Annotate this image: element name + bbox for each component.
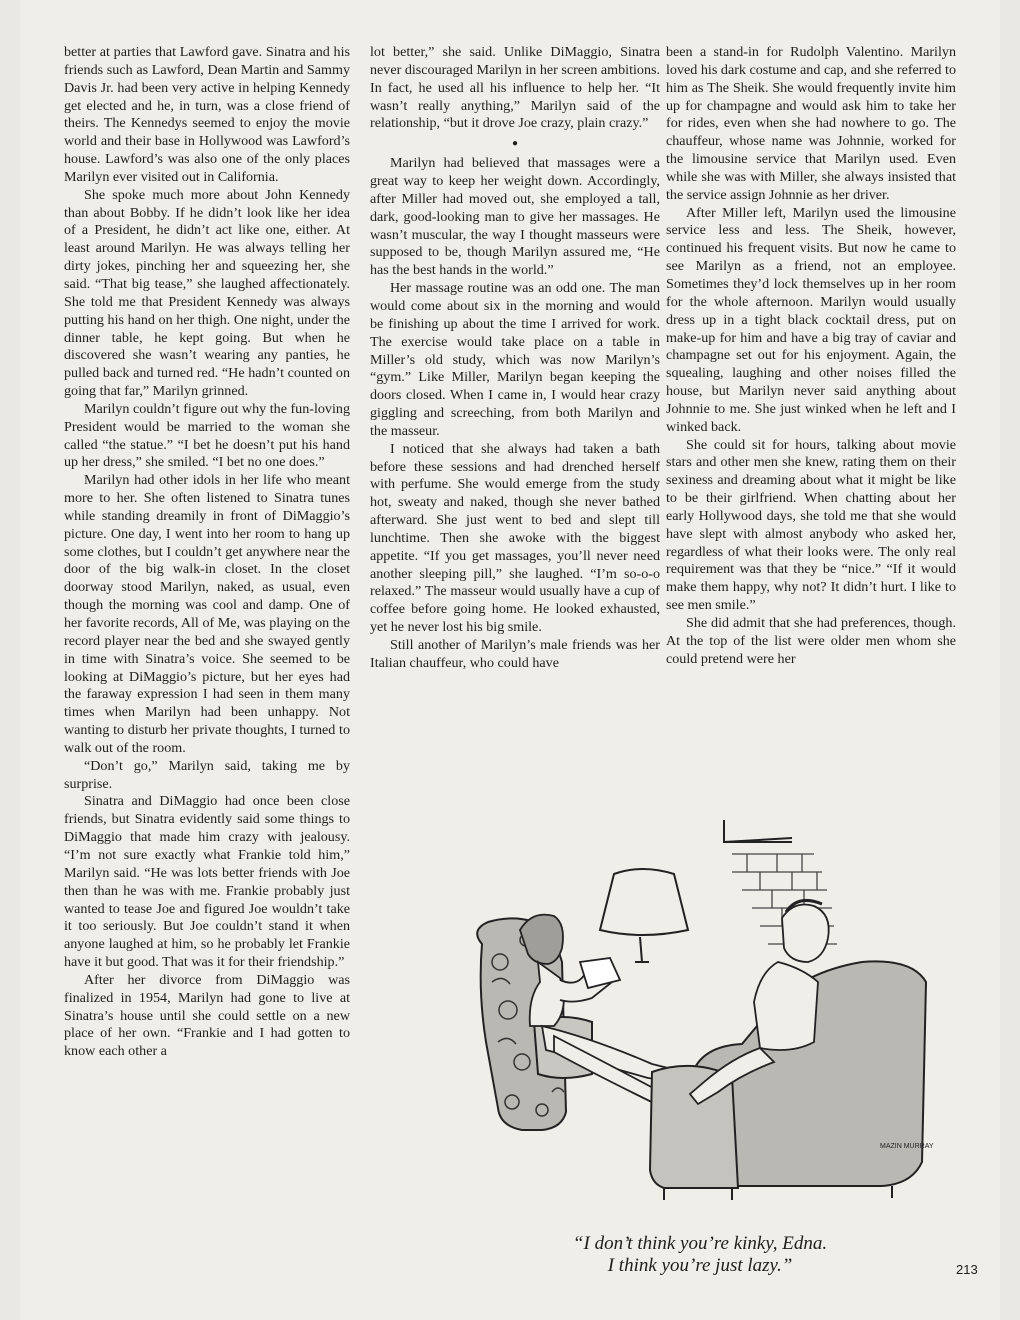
paragraph: She spoke much more about John Kennedy than about Bobby. If he didn’t look like her idea of a President, he didn’t act like one, either. At least around Marilyn. He was always telling her dirty jokes, pinching her and squeezing her, she said. “That big tease,” she laughed affectionately. She told me that President Kennedy was always putting his hand on her thigh. One night, under the dinner table, he kept going. But when he discovered she wasn’t wearing any panties, he pulled back and turned red. “He hadn’t counted on going that far,” Marilyn grinned. <box>64 186 350 400</box>
artist-signature: MAZIN MURRAY <box>880 1143 934 1150</box>
paragraph: Her massage routine was an odd one. The man would come about six in the morning and would be finishing up about the time I arrived for work. The exercise would take place on a table in Miller’s old study, which was now Marilyn’s “gym.” Like Miller, Marilyn began keeping the doors closed. When I came in, I would hear crazy giggling and screeching, from both Marilyn and the masseur. <box>370 280 660 439</box>
magazine-page <box>20 0 1000 1320</box>
paragraph: After Miller left, Marilyn used the limousine service less and less. The Sheik, however, continued his frequent visits. But now he came to see Marilyn as a friend, not an employee. Sometimes they’d lock themselves up in her room for the whole afternoon. Marilyn would usually dress up in a tight black cocktail dress, put on make-up for him and have a big tray of caviar and champagne set out for his enjoyment. Again, the squealing, laughing and other noises filled the house, but Marilyn never said anything about Johnnie to me. She just winked when he left and I winked back. <box>666 204 956 435</box>
text-column-3 <box>666 44 956 669</box>
cartoon-caption <box>490 1233 910 1277</box>
paragraph: Marilyn had other idols in her life who meant more to her. She often listened to Sinatra tunes while standing dreamily in front of DiMaggio’s picture. One day, I went into her room to hang up some clothes, but I couldn’t get anywhere near the door of the big walk-in closet. In the closet doorway stood Marilyn, naked, as usual, even though the morning was cool and damp. One of her favorite records, All of Me, was playing on the record player near the bed and she swayed gently in time with Sinatra’s voice. She seemed to be looking at DiMaggio’s picture, but her eyes had the faraway expression I had seen in them many times when Marilyn had been unhappy. Not wanting to disturb her private thoughts, I turned to walk out of the room. <box>64 472 350 756</box>
paragraph: Still another of Marilyn’s male friends was her Italian chauffeur, who could have <box>370 637 660 671</box>
text-column-1 <box>64 44 350 1061</box>
paragraph: better at parties that Lawford gave. Sinatra and his friends such as Lawford, Dean Martin and Sammy Davis Jr. had been very active in helping Kennedy get elected and he, in turn, was a close friend of theirs. The Kennedys seemed to enjoy the movie world and their base in Hollywood was Lawford’s house. Lawford’s was also one of the only places Marilyn ever visited out in California. <box>64 44 350 185</box>
caption-line: “I don’t think you’re kinky, Edna. <box>572 1233 828 1254</box>
paragraph: Marilyn couldn’t figure out why the fun-loving President would be married to the woman she called “the statue.” “I bet he doesn’t put his hand up her dress,” she smiled. “I bet no one does.” <box>64 400 350 471</box>
text-column-2 <box>370 44 660 673</box>
caption-line: I think you’re just lazy.” <box>607 1255 793 1276</box>
paragraph: “Don’t go,” Marilyn said, taking me by surprise. <box>64 757 350 792</box>
paragraph: I noticed that she always had taken a bath before these sessions and had drenched herself with perfume. She would emerge from the study hot, sweaty and naked, though she never bathed afterward. She just went to bed and slept till lunchtime. Then she awoke with the biggest appetite. “If you get massages, you’ll never need another sleeping pill,” she laughed. “I’m so-o-o relaxed.” The masseur would usually have a cup of coffee before going home. He looked exhausted, yet he never lost his big smile. <box>370 440 660 636</box>
paragraph: She did admit that she had preferences, though. At the top of the list were older men whom she could pretend were her <box>666 615 956 667</box>
paragraph: Marilyn had believed that massages were a great way to keep her weight down. Accordingly, after Miller had moved out, she employed a tall, dark, good-looking man to give her massages. He wasn’t muscular, the way I thought masseurs were supposed to be, though Marilyn assured me, “He has the best hands in the world.” <box>370 155 660 279</box>
paragraph: After her divorce from DiMaggio was finalized in 1954, Marilyn had gone to live at Sinatra’s house until she could settle on a new place of her own. “Frankie and I had gotten to know each other a <box>64 971 350 1060</box>
page-number: 213 <box>956 1262 978 1277</box>
paragraph: She could sit for hours, talking about movie stars and other men she knew, rating them on their sexiness and dreaming about what it might be like to be their girlfriend. When chatting about her early Hollywood days, she told me that she would have slept with almost anybody who asked her, regardless of what their looks were. The only real requirement was that they be “nice.” “If it would make them happy, why not? It didn’t hurt. I like to see men smile.” <box>666 436 956 614</box>
section-divider: ● <box>511 138 519 150</box>
paragraph: Sinatra and DiMaggio had once been close friends, but Sinatra evidently said some things to DiMaggio that made him crazy with jealousy. “I’m not sure exactly what Frankie told him,” Marilyn said. “He was lots better friends with Joe then than he was with me. Frankie probably just wanted to tease Joe and figured Joe wouldn’t take it too seriously. But Joe couldn’t stand it when anyone laughed at him, so he probably let Frankie have it but good. That was it for their friendship.” <box>64 793 350 971</box>
cartoon-illustration <box>442 812 962 1204</box>
paragraph: been a stand-in for Rudolph Valentino. Marilyn loved his dark costume and cap, and she referred to him as The Sheik. She would frequently invite him up for champagne and would ask him to take her for rides, even when she had nowhere to go. The chauffeur, whose name was Johnnie, worked for the limousine service that Marilyn used. Even while she was with Miller, she always insisted that the service assign Johnnie as her driver. <box>666 44 956 203</box>
paragraph: lot better,” she said. Unlike DiMaggio, Sinatra never discouraged Marilyn in her screen ambitions. In fact, he used all his influence to help her. “It wasn’t really anything,” Marilyn said of the relationship, “but it drove Joe crazy, plain crazy.” <box>370 44 661 132</box>
